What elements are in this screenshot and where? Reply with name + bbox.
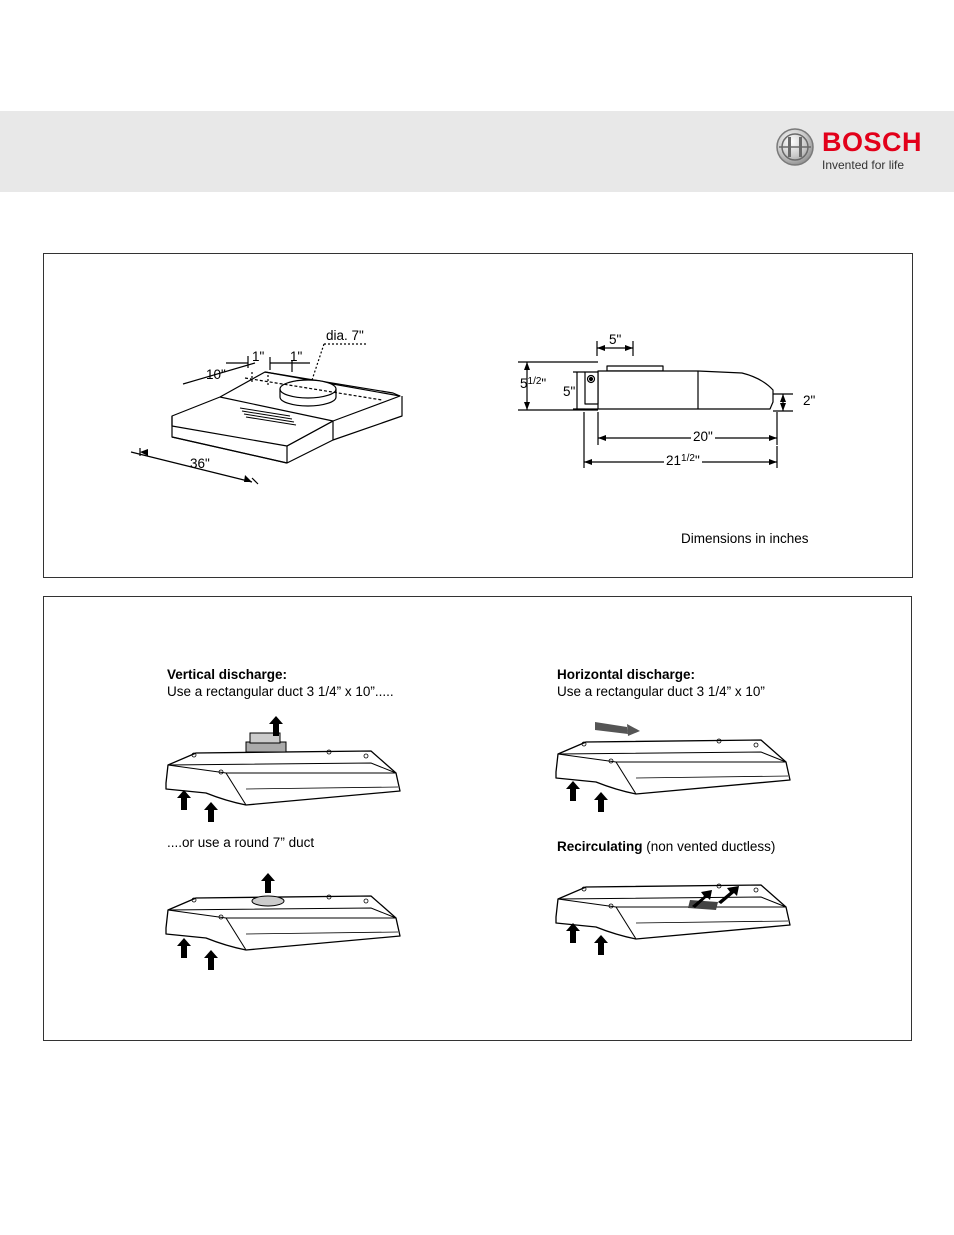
round-duct-text: ....or use a round 7” duct bbox=[167, 835, 315, 850]
brand-name: BOSCH bbox=[822, 127, 923, 157]
recirculating-label bbox=[557, 839, 775, 854]
horizontal-discharge-title: Horizontal discharge: bbox=[557, 667, 696, 682]
recirculating-title: Recirculating bbox=[557, 839, 643, 854]
offset-left-label: 1" bbox=[252, 349, 265, 364]
duct-diameter-label: dia. 7" bbox=[326, 328, 364, 343]
total-height-unit: " bbox=[541, 376, 547, 391]
depth-inner-label: 20" bbox=[693, 429, 713, 444]
total-height-whole: 5 bbox=[520, 376, 528, 391]
vertical-discharge-title: Vertical discharge: bbox=[167, 667, 288, 682]
front-height-label: 2" bbox=[803, 393, 816, 408]
width-label: 36" bbox=[190, 456, 210, 471]
collar-label: 5" bbox=[609, 332, 622, 347]
horizontal-discharge-text: Use a rectangular duct 3 1/4” x 10” bbox=[557, 684, 765, 699]
depth-total-fraction: 1/2 bbox=[681, 453, 695, 464]
depth-total-unit: " bbox=[694, 453, 700, 468]
depth-label: 10" bbox=[206, 367, 226, 382]
total-height-fraction: 1/2 bbox=[527, 376, 542, 387]
vertical-discharge-text: Use a rectangular duct 3 1/4” x 10”..... bbox=[167, 684, 394, 699]
recirculating-text: (non vented ductless) bbox=[646, 839, 776, 854]
dimensions-note: Dimensions in inches bbox=[681, 531, 809, 546]
brand-tagline: Invented for life bbox=[822, 158, 905, 172]
offset-right-label: 1" bbox=[290, 349, 303, 364]
body-height-label: 5" bbox=[563, 384, 576, 399]
depth-total-whole: 21 bbox=[666, 453, 682, 468]
